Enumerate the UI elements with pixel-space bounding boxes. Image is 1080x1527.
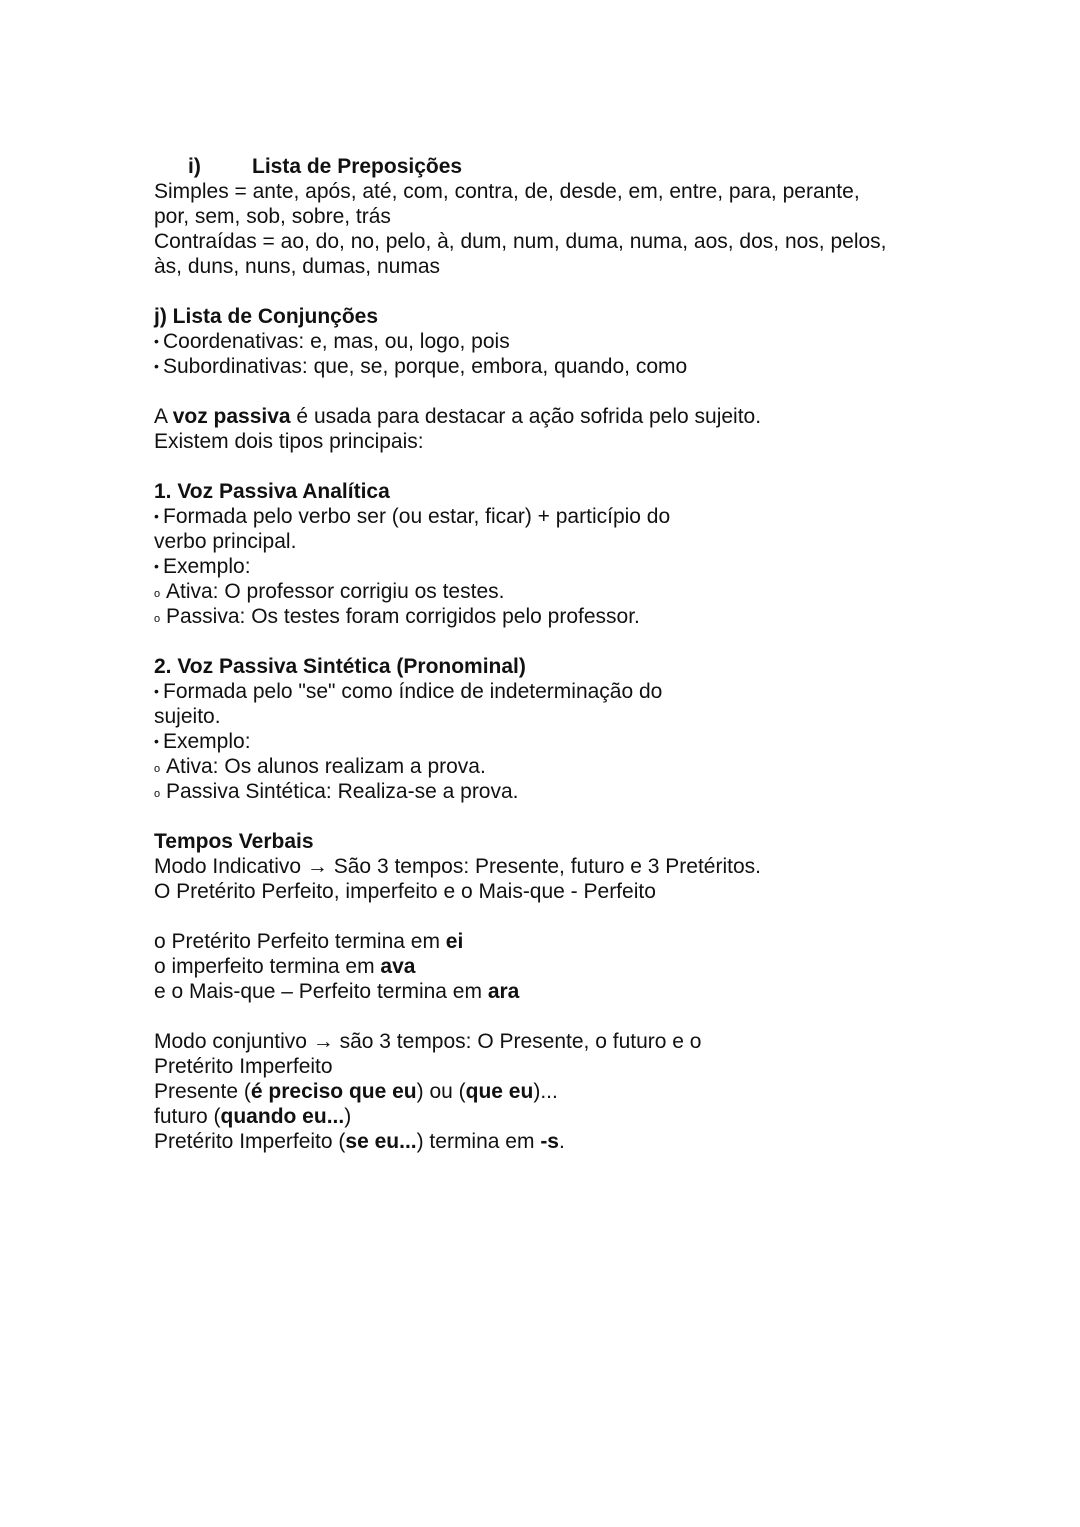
section-i-heading	[154, 154, 954, 179]
section-i-number: i)	[188, 155, 201, 178]
sub-list-item: o Ativa: Os alunos realizam a prova.	[154, 754, 954, 779]
conjuntivo-presente: Presente (é preciso que eu) ou (que eu)...	[154, 1080, 558, 1103]
contraidas-line-2: às, duns, nuns, dumas, numas	[154, 255, 440, 278]
bullet-icon: •	[154, 733, 159, 749]
sub-list-item: o Passiva Sintética: Realiza-se a prova.	[154, 779, 954, 804]
sub-list-item: o Passiva: Os testes foram corrigidos pelo professor.	[154, 604, 954, 629]
conjuntivo-imperfeito: Pretérito Imperfeito (se eu...) termina em -s.	[154, 1130, 565, 1153]
indicativo-line-2: O Pretérito Perfeito, imperfeito e o Mais-que - Perfeito	[154, 880, 656, 903]
circle-bullet-icon: o	[154, 763, 161, 775]
indicativo-line-1: Modo Indicativo → São 3 tempos: Presente, futuro e 3 Pretéritos.	[154, 855, 761, 878]
section-j-heading: j) Lista de Conjunções	[154, 305, 379, 328]
conjuntivo-line-2: Pretérito Imperfeito	[154, 1055, 333, 1078]
ending-mais-que-perfeito: e o Mais-que – Perfeito termina em ara	[154, 980, 520, 1003]
list-item-continuation: sujeito.	[154, 705, 221, 728]
ending-perfeito: o Pretérito Perfeito termina em ei	[154, 930, 464, 953]
simples-line-2: por, sem, sob, sobre, trás	[154, 205, 391, 228]
circle-bullet-icon: o	[154, 788, 161, 800]
conjuntivo-line-1: Modo conjuntivo → são 3 tempos: O Presente, o futuro e o	[154, 1030, 702, 1053]
list-item: • Exemplo:	[154, 730, 251, 753]
ending-imperfeito: o imperfeito termina em ava	[154, 955, 416, 978]
voz-passiva-intro-line2: Existem dois tipos principais:	[154, 430, 424, 453]
bullet-icon: •	[154, 558, 159, 574]
contraidas-line-1: Contraídas = ao, do, no, pelo, à, dum, num, duma, numa, aos, dos, nos, pelos,	[154, 230, 887, 253]
conjuntivo-futuro: futuro (quando eu...)	[154, 1105, 352, 1128]
list-item-continuation: verbo principal.	[154, 530, 297, 553]
list-item: • Subordinativas: que, se, porque, embora, quando, como	[154, 355, 688, 378]
bullet-icon: •	[154, 508, 159, 524]
sintetica-heading: 2. Voz Passiva Sintética (Pronominal)	[154, 655, 526, 678]
section-i-title: Lista de Preposições	[252, 155, 463, 178]
tempos-verbais-heading: Tempos Verbais	[154, 830, 314, 853]
document-page	[154, 154, 954, 1154]
list-item: • Formada pelo verbo ser (ou estar, ficar) + particípio do	[154, 505, 671, 528]
list-item: • Exemplo:	[154, 555, 251, 578]
bullet-icon: •	[154, 683, 159, 699]
analitica-heading: 1. Voz Passiva Analítica	[154, 480, 390, 503]
circle-bullet-icon: o	[154, 588, 161, 600]
simples-line-1: Simples = ante, após, até, com, contra, de, desde, em, entre, para, perante,	[154, 180, 860, 203]
voz-passiva-intro: A voz passiva é usada para destacar a ação sofrida pelo sujeito.	[154, 405, 762, 428]
bullet-icon: •	[154, 333, 159, 349]
list-item: • Coordenativas: e, mas, ou, logo, pois	[154, 330, 510, 353]
list-item: • Formada pelo "se" como índice de indeterminação do	[154, 680, 663, 703]
circle-bullet-icon: o	[154, 613, 161, 625]
bullet-icon: •	[154, 358, 159, 374]
sub-list-item: o Ativa: O professor corrigiu os testes.	[154, 579, 954, 604]
